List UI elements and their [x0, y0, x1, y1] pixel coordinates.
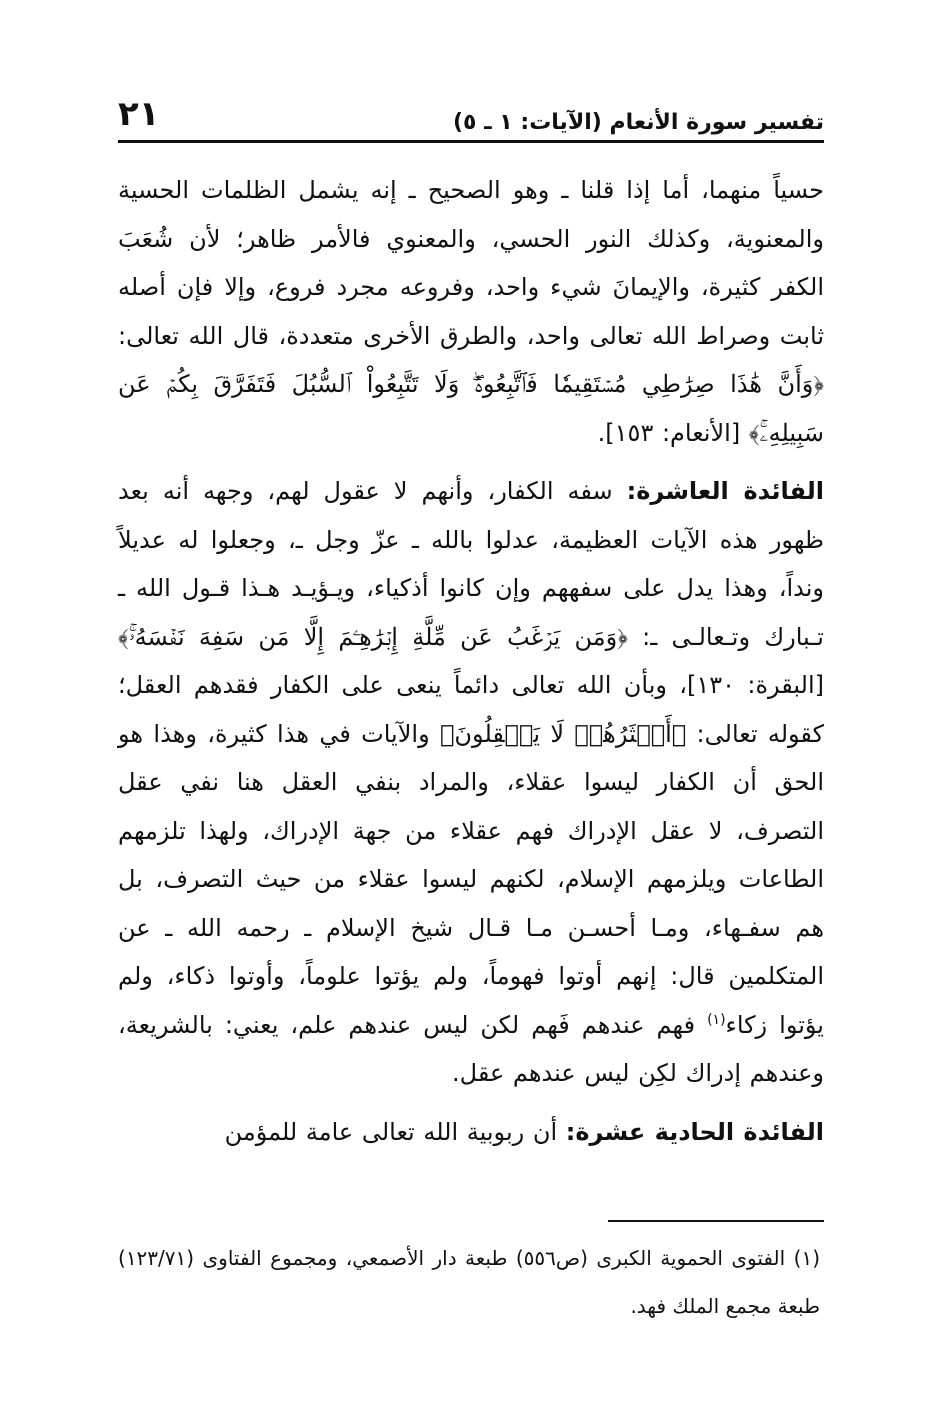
benefit-heading-10: الفائدة العاشرة: — [626, 477, 825, 505]
page-number: ٢١ — [118, 94, 160, 134]
quran-quote: ﴿أَكۡثَرُهُمۡ لَا يَعۡقِلُونَ﴾ — [440, 719, 687, 748]
paragraph-3-text: أن ربوبية الله تعالى عامة للمؤمن — [224, 1117, 566, 1146]
paragraph-2-text-a: سفه الكفار، وأنهم لا عقول لهم، وجهه أنه بعد ظهور هذه الآيات العظيمة، عدلوا بالله ـ عزّ وجل ـ، وجعلوا له عديلاً ونداً، وهذا يدل على سفههم وإن كانوا أذكياء، ويـؤيـد هـذا قـول الله ـ تـبارك وتـعالـى ـ: — [118, 477, 824, 651]
paragraph-2-text-c: والآيات في هذا كثيرة، وهذا هو الحق أن الكفار ليسوا عقلاء، والمراد بنفي العقل هنا نفي عقل التصرف، لا عقل الإدراك فهم عقلاء من جهة الإدراك، ولهذا تلزمهم الطاعات ويلزمهم الإسلام، لكنهم ليسوا عقلاء من حيث التصرف، بل هم سفـهاء، ومـا أحسـن مـا قـال شيخ الإسلام ـ رحمه الله ـ عن المتكلمين قال: إنهم أوتوا فهوماً، ولم يؤتوا علوماً، وأوتوا ذكاء، ولم يؤتوا زكاء — [118, 719, 824, 1039]
footnote-1: (١) الفتوى الحموية الكبرى (ص٥٥٦) طبعة دار الأصمعي، ومجموع الفتاوى (١٢٣/٧١) طبعة مجمع الملك فهد. — [118, 1246, 821, 1318]
quran-citation: [الأنعام: ١٥٣]. — [597, 418, 749, 447]
header-title: تفسير سورة الأنعام (الآيات: ١ ـ ٥) — [452, 110, 824, 135]
header-rule — [118, 140, 824, 143]
running-header — [118, 88, 824, 138]
paragraph-2-text-b: [البقرة: ١٣٠]، وبأن الله تعالى دائماً ينعى على الكفار فقدهم العقل؛ كقوله تعالى: — [118, 671, 824, 748]
footnote-marker[interactable]: (١) — [707, 1011, 726, 1028]
quran-quote: ﴿وَأَنَّ هَٰذَا صِرَٰطِي مُسۡتَقِيمٗا فَٱتَّبِعُوهُۖ وَلَا تَتَّبِعُواْ ٱلسُّبُلَ فَتَفَرَّقَ بِكُمۡ عَن سَبِيلِهِۦۚ﴾ — [118, 370, 824, 447]
paragraph-1-text: حسياً منهما، أما إذا قلنا ـ وهو الصحيح ـ إنه يشمل الظلمات الحسية والمعنوية، وكذلك النور الحسي، والمعنوي فالأمر ظاهر؛ لأن شُعَبَ الكفر كثيرة، والإيمانَ شيء واحد، وفروعه مجرد فروع، وإلا فإن أصله ثابت وصراط الله تعالى واحد، والطرق الأخرى متعددة، قال الله تعالى: — [118, 176, 824, 350]
paragraph-3 — [118, 1108, 824, 1157]
paragraph-2 — [118, 467, 824, 1098]
main-text — [118, 166, 824, 1156]
footnote-rule — [608, 1220, 824, 1222]
paragraph-2-text-d: فهم عندهم فَهم لكن ليس عندهم علم، يعني: بالشريعة، وعندهم إدراك لكِن ليس عندهم عقل. — [118, 1010, 824, 1087]
benefit-heading-11: الفائدة الحادية عشرة: — [565, 1117, 824, 1146]
quran-quote: ﴿وَمَن يَرۡغَبُ عَن مِّلَّةِ إِبۡرَٰهِـۧمَ إِلَّا مَن سَفِهَ نَفۡسَهُۥۚ﴾ — [118, 622, 628, 651]
paragraph-1 — [118, 166, 824, 457]
footnotes — [118, 1234, 824, 1330]
